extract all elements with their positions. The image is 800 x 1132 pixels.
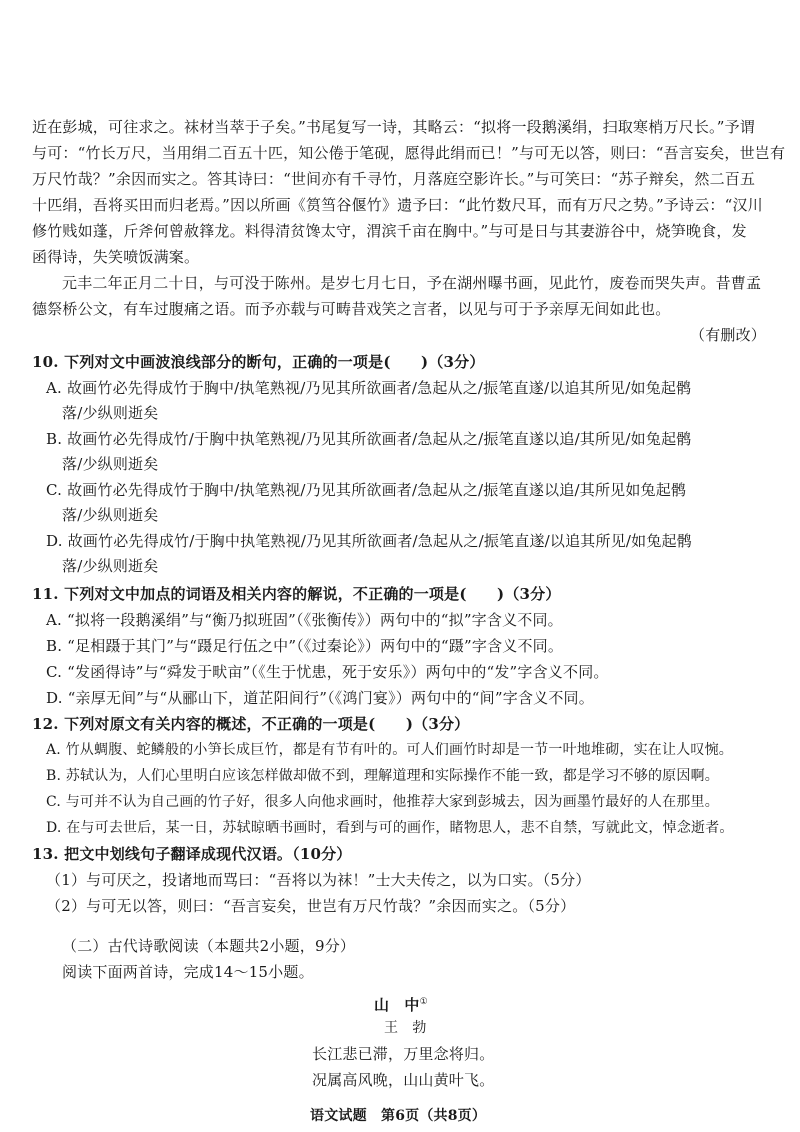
passage-line: 近在彭城，可往求之。袜材当萃于子矣。”书尾复写一诗，其略云：“拟将一段鹅溪绢，扫取寒梢万尺长。”予谓 [32,118,756,136]
section-instruction: 阅读下面两首诗，完成14～15小题。 [62,963,314,981]
poem-title [374,990,428,1017]
passage-line: 万尺竹哉？”余因而实之。答其诗曰：“世间亦有千寻竹，月落庭空影许长。”与可笑曰：“苏子辩矣，然二百五 [32,170,756,188]
source-note: （有删改） [690,326,767,344]
option-d: D. “亲厚无间”与“从郦山下，道芷阳间行”（《鸿门宴》）两句中的“间”字含义不同。 [46,689,594,707]
translation-item-1: （1）与可厌之，投诸地而骂曰：“吾将以为袜！”士大夫传之，以为口实。（5分） [46,871,591,889]
option-c-cont: 落/少纵则逝矣 [62,506,159,524]
passage-line: 函得诗，失笑喷饭满案。 [32,248,200,266]
passage-line: 与可：“竹长万尺，当用绢二百五十匹，知公倦于笔砚，愿得此绢而已！”与可无以答，则曰：“吾言妄矣，世岂有 [32,144,786,162]
option-a: A. “拟将一段鹅溪绢”与“衡乃拟班固”（《张衡传》）两句中的“拟”字含义不同。 [46,611,563,629]
poem-line: 况属高风晚，山山黄叶飞。 [312,1071,495,1089]
poem-author: 王 勃 [384,1020,427,1036]
option-c: C. 故画竹必先得成竹于胸中/执笔熟视/乃见其所欲画者/急起从之/振笔直遂以追/其所见如兔起鹘 [46,481,687,499]
page-footer: 语文试题 第6页（共8页） [310,1108,487,1124]
translation-item-2: （2）与可无以答，则曰：“吾言妄矣，世岂有万尺竹哉？”余因而实之。（5分） [46,897,576,915]
passage-line: 德祭桥公文，有车过腹痛之语。而予亦载与可畴昔戏笑之言者，以见与可于予亲厚无间如此也。 [32,300,671,318]
question-stem: 13. 把文中划线句子翻译成现代汉语。（10分） [32,845,352,863]
option-a: A. 竹从蜩腹、蛇鳞般的小笋长成巨竹，都是有节有叶的。可人们画竹时却是一节一叶地堆砌，实在让人叹惋。 [46,742,734,758]
section-heading: （二）古代诗歌阅读（本题共2小题，9分） [62,937,356,955]
option-b: B. 故画竹必先得成竹/于胸中执笔熟视/乃见其所欲画者/急起从之/振笔直遂以追/其所见/如兔起鹘 [46,430,692,448]
question-stem: 10. 下列对文中画波浪线部分的断句，正确的一项是( )（3分） [32,353,485,371]
option-d-cont: 落/少纵则逝矣 [62,557,159,575]
option-b: B. “足相蹑于其门”与“蹑足行伍之中”（《过秦论》）两句中的“蹑”字含义不同。 [46,637,564,655]
option-d: D. 在与可去世后，某一日，苏轼晾晒书画时，看到与可的画作，睹物思人，悲不自禁，写就此文，悼念逝者。 [46,820,734,836]
question-stem: 11. 下列对文中加点的词语及相关内容的解说，不正确的一项是( )（3分） [32,585,561,603]
option-d: D. 故画竹必先得成竹/于胸中执笔熟视/乃见其所欲画者/急起从之/振笔直遂/以追其所见/如兔起鹘 [46,532,692,550]
passage-line: 元丰二年正月二十日，与可没于陈州。是岁七月七日，予在湖州曝书画，见此竹，废卷而哭失声。昔曹孟 [62,274,762,292]
option-a: A. 故画竹必先得成竹于胸中/执笔熟视/乃见其所欲画者/急起从之/振笔直遂/以追其所见/如兔起鹘 [46,379,692,397]
option-b: B. 苏轼认为，人们心里明白应该怎样做却做不到，理解道理和实际操作不能一致，都是学习不够的原因啊。 [46,768,719,784]
option-b-cont: 落/少纵则逝矣 [62,455,159,473]
passage-line: 十匹绢，吾将买田而归老焉。”因以所画《筼筜谷偃竹》遗予曰：“此竹数尺耳，而有万尺之势。”予诗云：“汉川 [32,196,763,214]
passage-line: 修竹贱如蓬，斤斧何曾赦箨龙。料得清贫馋太守，渭滨千亩在胸中。”与可是日与其妻游谷中，烧笋晚食，发 [32,222,747,240]
footnote-marker: ① [419,997,428,1007]
option-c: C. “发函得诗”与“舜发于畎亩”（《生于忧患，死于安乐》）两句中的“发”字含义不同。 [46,663,609,681]
question-stem: 12. 下列对原文有关内容的概述，不正确的一项是( )（3分） [32,715,470,733]
poem-title-text: 山 中 [374,996,420,1014]
poem-line: 长江悲已滞，万里念将归。 [312,1045,495,1063]
option-a-cont: 落/少纵则逝矣 [62,404,159,422]
option-c: C. 与可并不认为自己画的竹子好，很多人向他求画时，他推荐大家到彭城去，因为画墨竹最好的人在那里。 [46,794,719,810]
